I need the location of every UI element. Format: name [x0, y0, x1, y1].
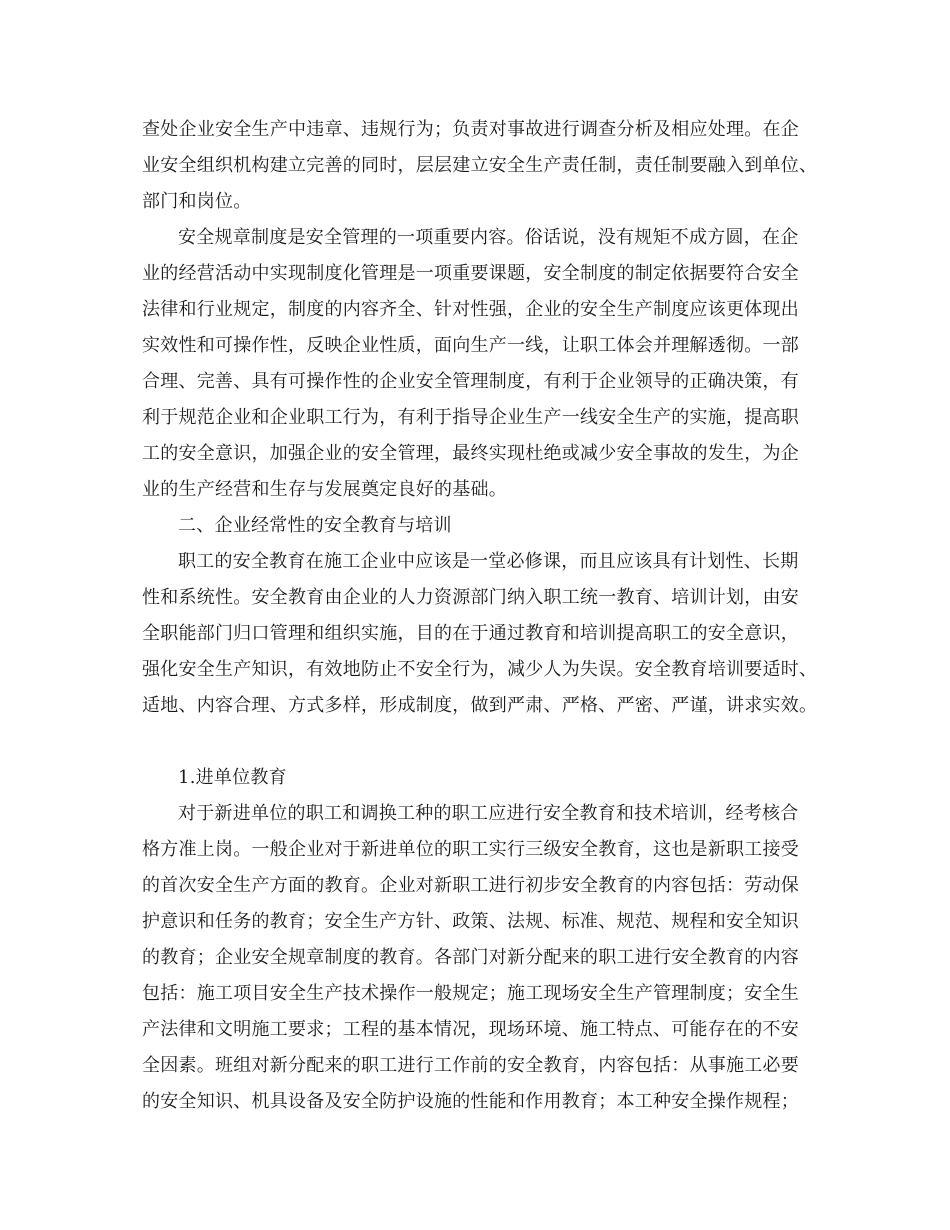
body-line: 包括：施工项目安全生产技术操作一般规定；施工现场安全生产管理制度；安全生	[142, 983, 799, 1004]
body-line: 的教育；企业安全规章制度的教育。各部门对新分配来的职工进行安全教育的内容	[142, 947, 799, 968]
body-line: 业安全组织机构建立完善的同时，层层建立安全生产责任制，责任制要融入到单位、	[142, 155, 818, 176]
body-line: 工的安全意识，加强企业的安全管理，最终实现杜绝或减少安全事故的发生，为企	[142, 443, 799, 464]
blank-line	[142, 724, 812, 760]
body-line: 法律和行业规定，制度的内容齐全、针对性强，企业的安全生产制度应该更体现出	[142, 299, 799, 320]
body-line: 全职能部门归口管理和组织实施，目的在于通过教育和培训提高职工的安全意识，	[142, 623, 799, 644]
body-line: 部门和岗位。	[142, 191, 252, 212]
body-line: 格方准上岗。一般企业对于新进单位的职工实行三级安全教育，这也是新职工接受	[142, 839, 799, 860]
body-line: 的首次安全生产方面的教育。企业对新职工进行初步安全教育的内容包括：劳动保	[142, 875, 799, 896]
body-line: 的安全知识、机具设备及安全防护设施的性能和作用教育；本工种安全操作规程；	[142, 1091, 799, 1112]
body-line: 业的生产经营和生存与发展奠定良好的基础。	[142, 479, 507, 500]
paragraph-start-line: 对于新进单位的职工和调换工种的职工应进行安全教育和技术培训，经考核合	[178, 803, 799, 824]
document-body	[142, 112, 818, 1120]
body-line: 业的经营活动中实现制度化管理是一项重要课题，安全制度的制定依据要符合安全	[142, 263, 799, 284]
body-line: 查处企业安全生产中违章、违规行为；负责对事故进行调查分析及相应处理。在企	[142, 119, 799, 140]
body-line: 护意识和任务的教育；安全生产方针、政策、法规、标准、规范、规程和安全知识	[142, 911, 799, 932]
subsection-heading: 1.进单位教育	[178, 767, 287, 788]
paragraph-start-line: 安全规章制度是安全管理的一项重要内容。俗话说，没有规矩不成方圆，在企	[178, 227, 799, 248]
body-line: 全因素。班组对新分配来的职工进行工作前的安全教育，内容包括：从事施工必要	[142, 1055, 799, 1076]
body-line: 利于规范企业和企业职工行为，有利于指导企业生产一线安全生产的实施，提高职	[142, 407, 799, 428]
body-line: 强化安全生产知识，有效地防止不安全行为，减少人为失误。安全教育培训要适时、	[142, 659, 818, 680]
body-line: 性和系统性。安全教育由企业的人力资源部门纳入职工统一教育、培训计划，由安	[142, 587, 799, 608]
body-line: 合理、完善、具有可操作性的企业安全管理制度，有利于企业领导的正确决策，有	[142, 371, 799, 392]
body-line: 实效性和可操作性，反映企业性质，面向生产一线，让职工体会并理解透彻。一部	[142, 335, 799, 356]
body-line: 适地、内容合理、方式多样，形成制度，做到严肃、严格、严密、严谨，讲求实效。	[142, 695, 818, 716]
paragraph-start-line: 职工的安全教育在施工企业中应该是一堂必修课，而且应该具有计划性、长期	[178, 551, 799, 572]
section-heading: 二、企业经常性的安全教育与培训	[178, 515, 452, 536]
body-line: 产法律和文明施工要求；工程的基本情况，现场环境、施工特点、可能存在的不安	[142, 1019, 799, 1040]
